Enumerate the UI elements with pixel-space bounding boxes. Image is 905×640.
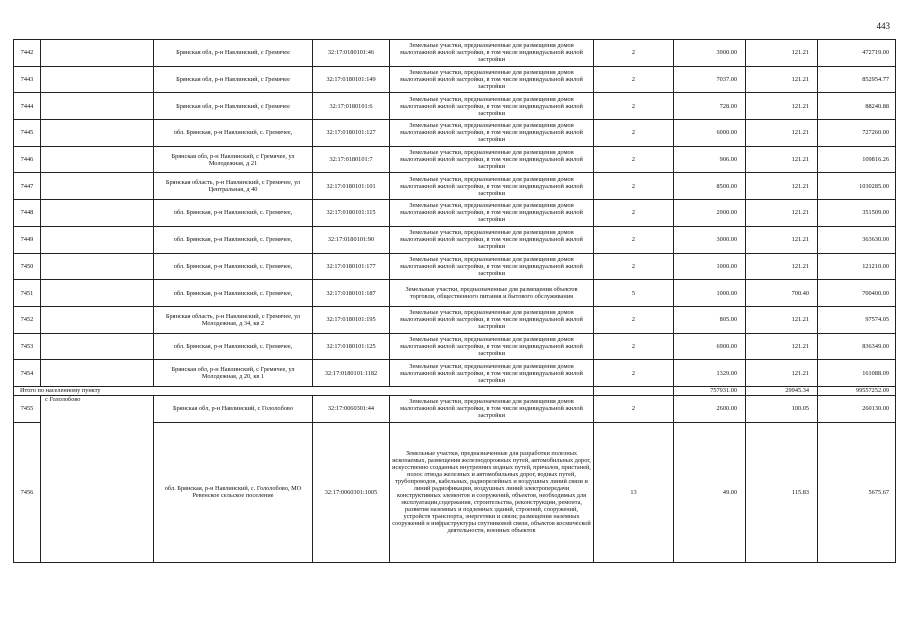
address-cell: Брянская обл, р-н Навлинский, с Гремячее <box>154 93 313 120</box>
total-label: Итого по населенному пункту <box>14 386 594 395</box>
cadastral-number-cell: 32:17:0180101:177 <box>313 253 390 280</box>
cadastral-value-cell: 260130.00 <box>818 395 896 422</box>
cadastral-value-cell: 1030285.00 <box>818 173 896 200</box>
table-row <box>14 360 896 387</box>
address-cell: обл. Брянская, р-н Навлинский, с. Гремячее, <box>154 253 313 280</box>
purpose-cell: Земельные участки, предназначенные для размещения домов малоэтажной жилой застройки, в том числе индивидуальной жилой застройки <box>390 66 594 93</box>
cadastral-number-cell: 32:17:0060301:1005 <box>313 422 390 562</box>
cadastral-value-cell: 121210.00 <box>818 253 896 280</box>
table-row <box>14 333 896 360</box>
cadastral-value-cell: 351509.00 <box>818 200 896 227</box>
purpose-cell: Земельные участки, предназначенные для размещения домов малоэтажной жилой застройки, в том числе индивидуальной жилой застройки <box>390 146 594 173</box>
purpose-cell: Земельные участки, предназначенные для размещения домов малоэтажной жилой застройки, в том числе индивидуальной жилой застройки <box>390 93 594 120</box>
address-cell: Брянская обл, р-н Навлинский, с Гремячее <box>154 66 313 93</box>
cadastral-number-cell: 32:17:0180101:125 <box>313 333 390 360</box>
purpose-cell: Земельные участки, предназначенные для размещения объектов торговли, общественного питания и бытового обслуживания <box>390 280 594 307</box>
cadastral-value-cell: 700400.00 <box>818 280 896 307</box>
total-row <box>14 386 896 395</box>
row-number: 7445 <box>14 120 41 147</box>
row-number: 7448 <box>14 200 41 227</box>
cadastral-value-cell: 97574.05 <box>818 306 896 333</box>
group-code-cell: 2 <box>594 66 674 93</box>
group-code-cell: 2 <box>594 395 674 422</box>
locality-name: с Гололобово <box>41 395 154 562</box>
cadastral-number-cell: 32:17:0180101:195 <box>313 306 390 333</box>
row-number: 7447 <box>14 173 41 200</box>
area-cell: 805.00 <box>674 306 746 333</box>
purpose-cell: Земельные участки, предназначенные для размещения домов малоэтажной жилой застройки, в том числе индивидуальной жилой застройки <box>390 173 594 200</box>
area-cell: 49.00 <box>674 422 746 562</box>
cadastral-number-cell: 32:17:0180101:6 <box>313 93 390 120</box>
group-code-cell: 2 <box>594 306 674 333</box>
locality-cell <box>41 200 154 227</box>
table-row <box>14 146 896 173</box>
total-group-cell <box>594 386 674 395</box>
specific-value-cell: 121.21 <box>746 306 818 333</box>
locality-cell <box>41 93 154 120</box>
locality-cell <box>41 66 154 93</box>
table-row <box>14 306 896 333</box>
table-row <box>14 66 896 93</box>
area-cell: 2600.00 <box>674 395 746 422</box>
cadastral-number-cell: 32:17:0180101:46 <box>313 40 390 67</box>
specific-value-cell: 100.05 <box>746 395 818 422</box>
specific-value-cell: 121.21 <box>746 173 818 200</box>
group-code-cell: 2 <box>594 120 674 147</box>
address-cell: обл. Брянская, р-н Навлинский, с. Гремячее, <box>154 333 313 360</box>
locality-cell <box>41 226 154 253</box>
specific-value-cell: 121.21 <box>746 40 818 67</box>
specific-value-cell: 121.21 <box>746 253 818 280</box>
purpose-cell: Земельные участки, предназначенные для размещения домов малоэтажной жилой застройки, в том числе индивидуальной жилой застройки <box>390 40 594 67</box>
address-cell: Брянская обл, р-н Навлинский, с Гремячее <box>154 40 313 67</box>
address-cell: обл. Брянская, р-н Навлинский, с. Гремячее, <box>154 200 313 227</box>
cadastral-value-cell: 472719.00 <box>818 40 896 67</box>
cadastral-value-cell: 161088.09 <box>818 360 896 387</box>
area-cell: 3000.00 <box>674 226 746 253</box>
table-row <box>14 280 896 307</box>
purpose-cell: Земельные участки, предназначенные для размещения домов малоэтажной жилой застройки, в том числе индивидуальной жилой застройки <box>390 333 594 360</box>
row-number: 7451 <box>14 280 41 307</box>
cadastral-number-cell: 32:17:0180101:101 <box>313 173 390 200</box>
address-cell: Брянская область, р-н Навлинский, с Гремячее, ул Центральная, д 40 <box>154 173 313 200</box>
table-row <box>14 395 896 422</box>
specific-value-cell: 115.83 <box>746 422 818 562</box>
group-code-cell: 2 <box>594 226 674 253</box>
purpose-cell: Земельные участки, предназначенные для размещения домов малоэтажной жилой застройки, в том числе индивидуальной жилой застройки <box>390 120 594 147</box>
locality-cell <box>41 120 154 147</box>
group-code-cell: 2 <box>594 40 674 67</box>
locality-cell <box>41 253 154 280</box>
total-specific-value-cell: 29945.34 <box>746 386 818 395</box>
cadastral-number-cell: 32:17:0180101:187 <box>313 280 390 307</box>
specific-value-cell: 121.21 <box>746 66 818 93</box>
area-cell: 6900.00 <box>674 333 746 360</box>
row-number: 7456 <box>14 422 41 562</box>
table-row <box>14 253 896 280</box>
cadastral-number-cell: 32:17:0180101:90 <box>313 226 390 253</box>
land-plots-table <box>13 39 896 563</box>
group-code-cell: 2 <box>594 253 674 280</box>
address-cell: Брянская область, р-н Навлинский, с Гремячее, ул Молодежная, д 34, кв 2 <box>154 306 313 333</box>
table-row <box>14 40 896 67</box>
cadastral-value-cell: 836349.00 <box>818 333 896 360</box>
locality-cell <box>41 280 154 307</box>
table-body <box>14 40 896 563</box>
area-cell: 3900.00 <box>674 40 746 67</box>
cadastral-value-cell: 363630.00 <box>818 226 896 253</box>
locality-cell <box>41 360 154 387</box>
area-cell: 1000.00 <box>674 280 746 307</box>
address-cell: обл. Брянская, р-н Навлинский, с. Гололобово, МО Ревенское сельское поселение <box>154 422 313 562</box>
specific-value-cell: 121.21 <box>746 333 818 360</box>
row-number: 7446 <box>14 146 41 173</box>
specific-value-cell: 121.21 <box>746 200 818 227</box>
group-code-cell: 13 <box>594 422 674 562</box>
cadastral-value-cell: 109816.26 <box>818 146 896 173</box>
address-cell: Брянская обл, р-н Навлинский, с Гремячее, ул Молодежная, д 21 <box>154 146 313 173</box>
cadastral-number-cell: 32:17:0180101:149 <box>313 66 390 93</box>
row-number: 7454 <box>14 360 41 387</box>
address-cell: обл. Брянская, р-н Навлинский, с. Гремячее, <box>154 120 313 147</box>
specific-value-cell: 121.21 <box>746 360 818 387</box>
group-code-cell: 2 <box>594 146 674 173</box>
total-area-cell: 757931.00 <box>674 386 746 395</box>
purpose-cell: Земельные участки, предназначенные для размещения домов малоэтажной жилой застройки, в том числе индивидуальной жилой застройки <box>390 360 594 387</box>
address-cell: обл. Брянская, р-н Навлинский, с. Гремячее, <box>154 280 313 307</box>
specific-value-cell: 121.21 <box>746 226 818 253</box>
cadastral-number-cell: 32:17:0180101:1182 <box>313 360 390 387</box>
table-row <box>14 120 896 147</box>
row-number: 7442 <box>14 40 41 67</box>
cadastral-number-cell: 32:17:0180101:7 <box>313 146 390 173</box>
area-cell: 2900.00 <box>674 200 746 227</box>
row-number: 7455 <box>14 395 41 422</box>
address-cell: обл. Брянская, р-н Навлинский, с. Гремячее, <box>154 226 313 253</box>
area-cell: 728.00 <box>674 93 746 120</box>
group-code-cell: 2 <box>594 333 674 360</box>
row-number: 7450 <box>14 253 41 280</box>
cadastral-value-cell: 852954.77 <box>818 66 896 93</box>
purpose-cell: Земельные участки, предназначенные для размещения домов малоэтажной жилой застройки, в том числе индивидуальной жилой застройки <box>390 306 594 333</box>
group-code-cell: 2 <box>594 173 674 200</box>
table-row <box>14 93 896 120</box>
purpose-cell: Земельные участки, предназначенные для разработки полезных ископаемых, размещения железнодорожных путей, автомобильных дорог, искусственно созданных внутренних водных путей, причалов, пристаней, полос отвода железных и автомобильных дорог, водных путей, трубопроводов, кабельных, радиорелейных и воздушных линий связи и линий радиофикации, воздушных линий электропередачи конструктивных элементов и сооружений, объектов, необходимых для эксплуатации,содержания, строительства, реконструкции, ремонта, развития наземных и подземных зданий, строений, сооружений, устройств транспорта, энергетики и связи; размещения наземных сооружений и инфраструктуры спутниковой связи, объектов космической деятельности, военных объектов <box>390 422 594 562</box>
area-cell: 7037.00 <box>674 66 746 93</box>
locality-cell <box>41 146 154 173</box>
cadastral-number-cell: 32:17:0180101:127 <box>313 120 390 147</box>
specific-value-cell: 121.21 <box>746 146 818 173</box>
table-row <box>14 200 896 227</box>
cadastral-value-cell: 727260.00 <box>818 120 896 147</box>
cadastral-value-cell: 88240.88 <box>818 93 896 120</box>
specific-value-cell: 700.40 <box>746 280 818 307</box>
area-cell: 906.00 <box>674 146 746 173</box>
table-row <box>14 173 896 200</box>
group-code-cell: 2 <box>594 93 674 120</box>
purpose-cell: Земельные участки, предназначенные для размещения домов малоэтажной жилой застройки, в том числе индивидуальной жилой застройки <box>390 226 594 253</box>
specific-value-cell: 121.21 <box>746 93 818 120</box>
page-number: 443 <box>876 21 890 31</box>
locality-cell <box>41 173 154 200</box>
locality-cell <box>41 306 154 333</box>
address-cell: Брянская обл, р-н Навлинский, с Гололобово <box>154 395 313 422</box>
purpose-cell: Земельные участки, предназначенные для размещения домов малоэтажной жилой застройки, в том числе индивидуальной жилой застройки <box>390 253 594 280</box>
area-cell: 1000.00 <box>674 253 746 280</box>
specific-value-cell: 121.21 <box>746 120 818 147</box>
cadastral-number-cell: 32:17:0060301:44 <box>313 395 390 422</box>
area-cell: 6000.00 <box>674 120 746 147</box>
cadastral-value-cell: 5675.67 <box>818 422 896 562</box>
cadastral-number-cell: 32:17:0180101:115 <box>313 200 390 227</box>
purpose-cell: Земельные участки, предназначенные для размещения домов малоэтажной жилой застройки, в том числе индивидуальной жилой застройки <box>390 395 594 422</box>
row-number: 7444 <box>14 93 41 120</box>
area-cell: 8500.00 <box>674 173 746 200</box>
area-cell: 1329.00 <box>674 360 746 387</box>
group-code-cell: 5 <box>594 280 674 307</box>
locality-cell <box>41 40 154 67</box>
address-cell: Брянская обл, р-н Навлинский, с Гремячее, ул Молодежная, д 20, кв 1 <box>154 360 313 387</box>
row-number: 7453 <box>14 333 41 360</box>
total-cadastral-value-cell: 99557252.09 <box>818 386 896 395</box>
locality-cell <box>41 333 154 360</box>
group-code-cell: 2 <box>594 200 674 227</box>
group-code-cell: 2 <box>594 360 674 387</box>
row-number: 7443 <box>14 66 41 93</box>
table-row <box>14 226 896 253</box>
row-number: 7452 <box>14 306 41 333</box>
row-number: 7449 <box>14 226 41 253</box>
purpose-cell: Земельные участки, предназначенные для размещения домов малоэтажной жилой застройки, в том числе индивидуальной жилой застройки <box>390 200 594 227</box>
